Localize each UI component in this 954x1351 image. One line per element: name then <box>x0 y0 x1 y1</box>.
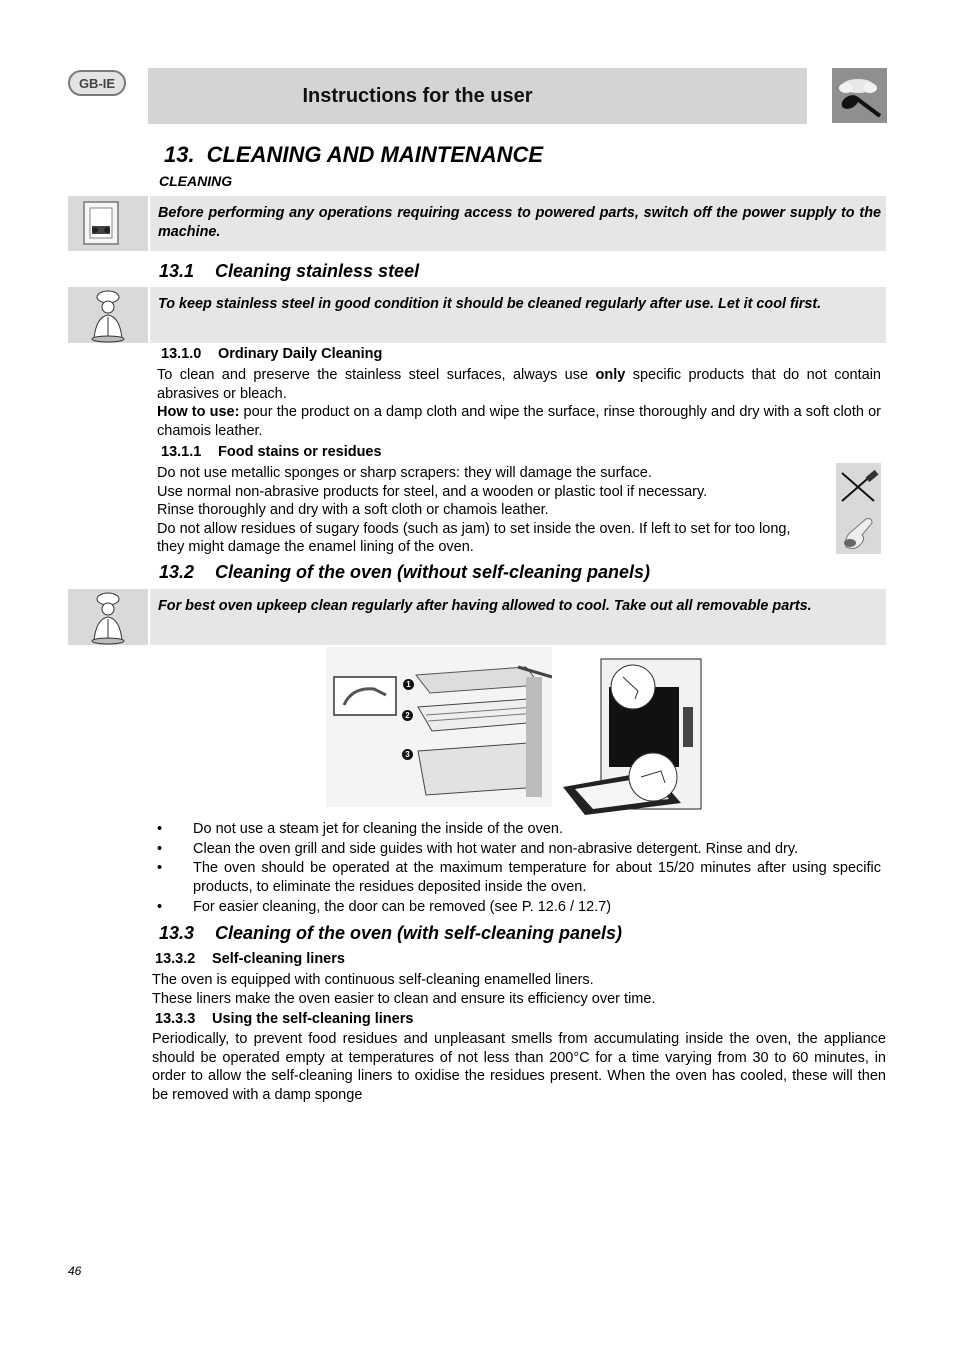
heading-13-3 <box>159 923 622 944</box>
heading-13-2 <box>159 562 650 583</box>
text-bold: only <box>595 367 626 383</box>
glove-icon <box>836 509 881 554</box>
text-bold: How to use: <box>157 404 240 420</box>
page-number: 46 <box>68 1264 82 1278</box>
stainless-note: To keep stainless steel in good condition it should be cleaned regularly after use. Let it cool first. <box>150 287 886 343</box>
section-title <box>164 142 543 168</box>
text-span: specific products that do not contain abrasives or bleach. <box>157 367 881 402</box>
heading-13-3-3 <box>155 1011 413 1027</box>
heading-text: Ordinary Daily Cleaning <box>218 346 383 362</box>
heading-text: Cleaning stainless steel <box>215 261 420 281</box>
paragraph: Do not use metallic sponges or sharp scrapers: they will damage the surface. <box>157 465 652 481</box>
heading-text: Cleaning of the oven (with self-cleaning panels) <box>215 923 623 943</box>
self-cleaning-liners-text <box>152 971 886 1008</box>
oven-door-illustration <box>563 647 710 815</box>
oven-cleaning-bullets <box>157 820 881 917</box>
heading-13-1-0 <box>161 346 382 362</box>
power-warning: Before performing any operations requiring access to powered parts, switch off the power supply to the machine. <box>150 196 886 251</box>
paragraph: Use normal non-abrasive products for steel, and a wooden or plastic tool if necessary. <box>157 483 708 500</box>
heading-number: 13.1 <box>159 261 195 281</box>
heading-number: 13.1.1 <box>161 444 202 460</box>
text-span: pour the product on a damp cloth and wipe the surface, rinse thoroughly and dry with a soft cloth or chamois leather. <box>157 404 881 439</box>
list-item: • The oven should be operated at the maximum temperature for about 15/20 minutes after using specific products, to eliminate the residues deposited inside the oven. <box>157 859 881 897</box>
spoon-logo-icon <box>832 68 887 123</box>
list-item: • For easier cleaning, the door can be removed (see P. 12.6 / 12.7) <box>157 898 881 917</box>
chef-icon <box>68 287 148 343</box>
text-span: To clean and preserve the stainless steel surfaces, always use <box>157 367 596 383</box>
heading-number: 13.2 <box>159 562 195 582</box>
language-badge: GB-IE <box>68 70 126 96</box>
heading-13-1-1 <box>161 444 382 460</box>
list-item: • Do not use a steam jet for cleaning the inside of the oven. <box>157 820 881 839</box>
chef-icon <box>68 589 148 645</box>
oven-upkeep-note: For best oven upkeep clean regularly after having allowed to cool. Take out all removable parts. <box>150 589 886 645</box>
figure-label-1: 1 <box>403 679 414 690</box>
header-title: Instructions for the user <box>302 84 533 107</box>
heading-13-3-2 <box>155 951 345 967</box>
paragraph: The oven is equipped with continuous self-cleaning enamelled liners. <box>152 972 594 988</box>
paragraph <box>157 366 881 403</box>
section-number: 13. <box>164 142 195 167</box>
heading-text: Self-cleaning liners <box>212 951 345 967</box>
heading-13-1 <box>159 261 419 282</box>
header-bar <box>148 68 807 124</box>
heading-text: Cleaning of the oven (without self-cleaning panels) <box>215 562 651 582</box>
heading-number: 13.1.0 <box>161 346 202 362</box>
using-liners-text: Periodically, to prevent food residues and unpleasant smells from accumulating inside the oven, the appliance should be operated empty at temperatures of not less than 200°C for a time varying from 30 to 60 minutes, in order to allow the self-cleaning liners to oxidise the residues present. When the oven has cooled, these will then be removed with a damp sponge <box>152 1031 886 1103</box>
figure-label-2: 2 <box>402 710 413 721</box>
heading-text: Food stains or residues <box>218 444 382 460</box>
socket-switch-icon <box>68 196 148 251</box>
section-title-text: CLEANING AND MAINTENANCE <box>206 142 544 167</box>
oven-shelves-illustration <box>326 647 552 807</box>
daily-cleaning-text <box>157 366 881 440</box>
heading-text: Using the self-cleaning liners <box>212 1011 414 1027</box>
paragraph <box>157 403 881 440</box>
list-item: • Clean the oven grill and side guides with hot water and non-abrasive detergent. Rinse and dry. <box>157 840 881 859</box>
section-subtitle: CLEANING <box>159 173 233 189</box>
paragraph: These liners make the oven easier to clean and ensure its efficiency over time. <box>152 990 656 1007</box>
heading-number: 13.3.3 <box>155 1011 196 1027</box>
heading-number: 13.3 <box>159 923 195 943</box>
food-stains-text <box>157 464 817 557</box>
paragraph: Rinse thoroughly and dry with a soft cloth or chamois leather. <box>157 502 549 518</box>
paragraph: Do not allow residues of sugary foods (such as jam) to set inside the oven. If left to set for too long, they might damage the enamel lining of the oven. <box>157 520 791 555</box>
no-scraper-icon <box>836 463 881 509</box>
heading-number: 13.3.2 <box>155 951 196 967</box>
figure-label-3: 3 <box>402 749 413 760</box>
